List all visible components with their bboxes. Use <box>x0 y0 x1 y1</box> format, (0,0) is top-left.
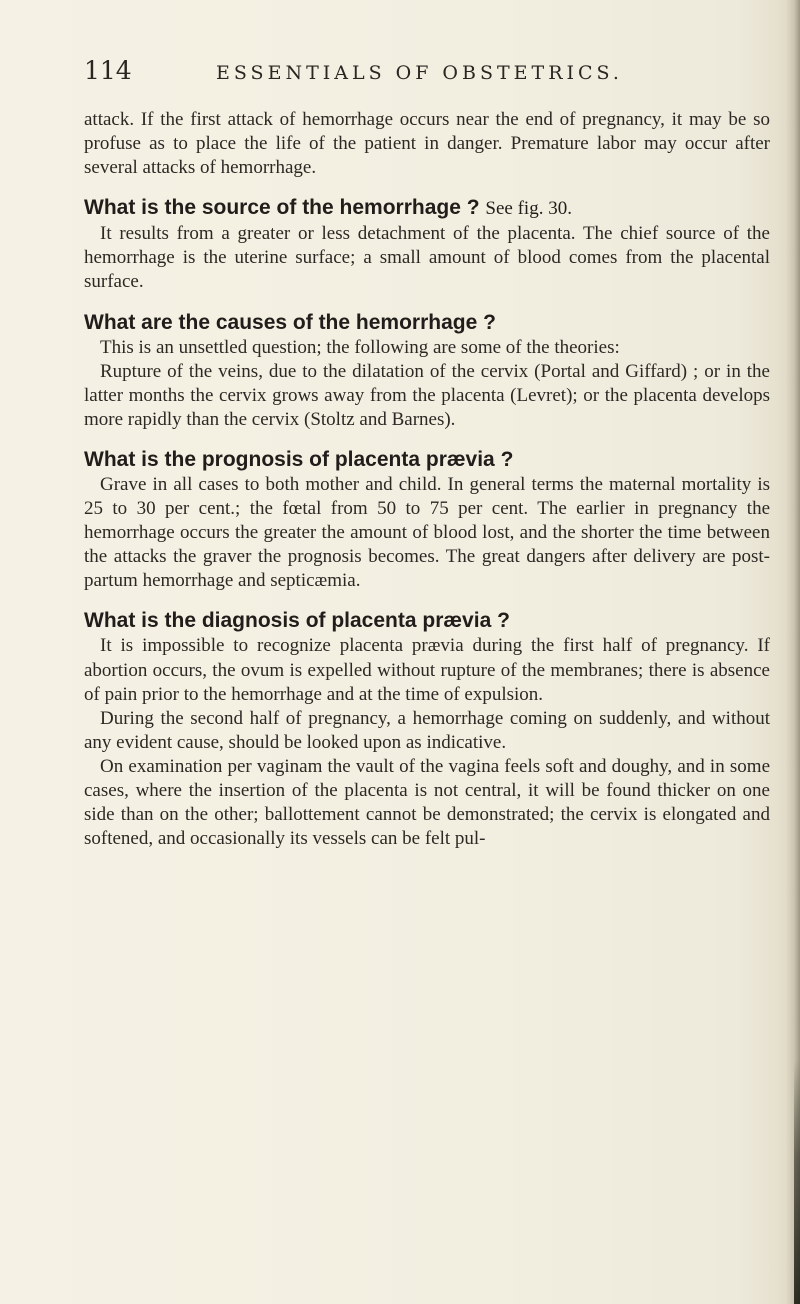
answer-paragraph: During the second half of pregnancy, a hemorrhage coming on suddenly, and without any evident cause, should be looked upon as indicative. <box>84 707 770 753</box>
page-edge-dark <box>794 1060 800 1304</box>
question-heading-diagnosis: What is the diagnosis of placenta prævia ? <box>84 609 510 633</box>
answer-paragraph: Rupture of the veins, due to the dilatation of the cervix (Portal and Giffard) ; or in the latter months the cervix grows away from the placenta (Levret); or the placenta develops more rapidly than the cervix (Stoltz and Barnes). <box>84 360 770 430</box>
answer-paragraph: On examination per vaginam the vault of the vagina feels soft and doughy, and in some cases, where the insertion of the placenta is not central, it will be found thicker on one side than on the other; ballottement cannot be demonstrated; the cervix is elongated and softened, and occasionally its vessels can be felt pul- <box>84 755 770 850</box>
question-heading-prognosis: What is the prognosis of placenta prævia ? <box>84 447 514 471</box>
answer-paragraph: It is impossible to recognize placenta prævia during the first half of pregnancy. If abortion occurs, the ovum is expelled without rupture of the membranes; there is absence of pain prior to the hemorrhage and at the time of expulsion. <box>84 635 770 705</box>
answer-paragraph: It results from a greater or less detachment of the placenta. The chief source of the hemorrhage is the uterine surface; a small amount of blood comes from the placental surface. <box>84 223 770 293</box>
page-number: 114 <box>84 56 132 85</box>
intro-paragraph: attack. If the first attack of hemorrhage occurs near the end of pregnancy, it may be so profuse as to place the life of the patient in danger. Premature labor may occur after several attacks of hemorrhage. <box>84 109 770 179</box>
question-heading-source <box>84 194 770 222</box>
figure-reference: See fig. 30. <box>485 198 572 220</box>
body-text <box>84 108 770 851</box>
answer-paragraph: This is an unsettled question; the following are some of the theories: <box>100 336 620 358</box>
answer-paragraph: Grave in all cases to both mother and child. In general terms the maternal mortality is 25 to 30 per cent.; the fœtal from 50 to 75 per cent. The earlier in pregnancy the hemorrhage occurs the greater the amount of blood lost, and the shorter the time between the attacks the graver the prognosis becomes. The great dangers after delivery are post-partum hemorrhage and septicæmia. <box>84 473 770 592</box>
running-title: ESSENTIALS OF OBSTETRICS. <box>216 62 623 84</box>
running-head <box>84 56 764 96</box>
question-heading-causes: What are the causes of the hemorrhage ? <box>84 310 496 334</box>
question-text: What is the source of the hemorrhage ? <box>84 196 480 220</box>
